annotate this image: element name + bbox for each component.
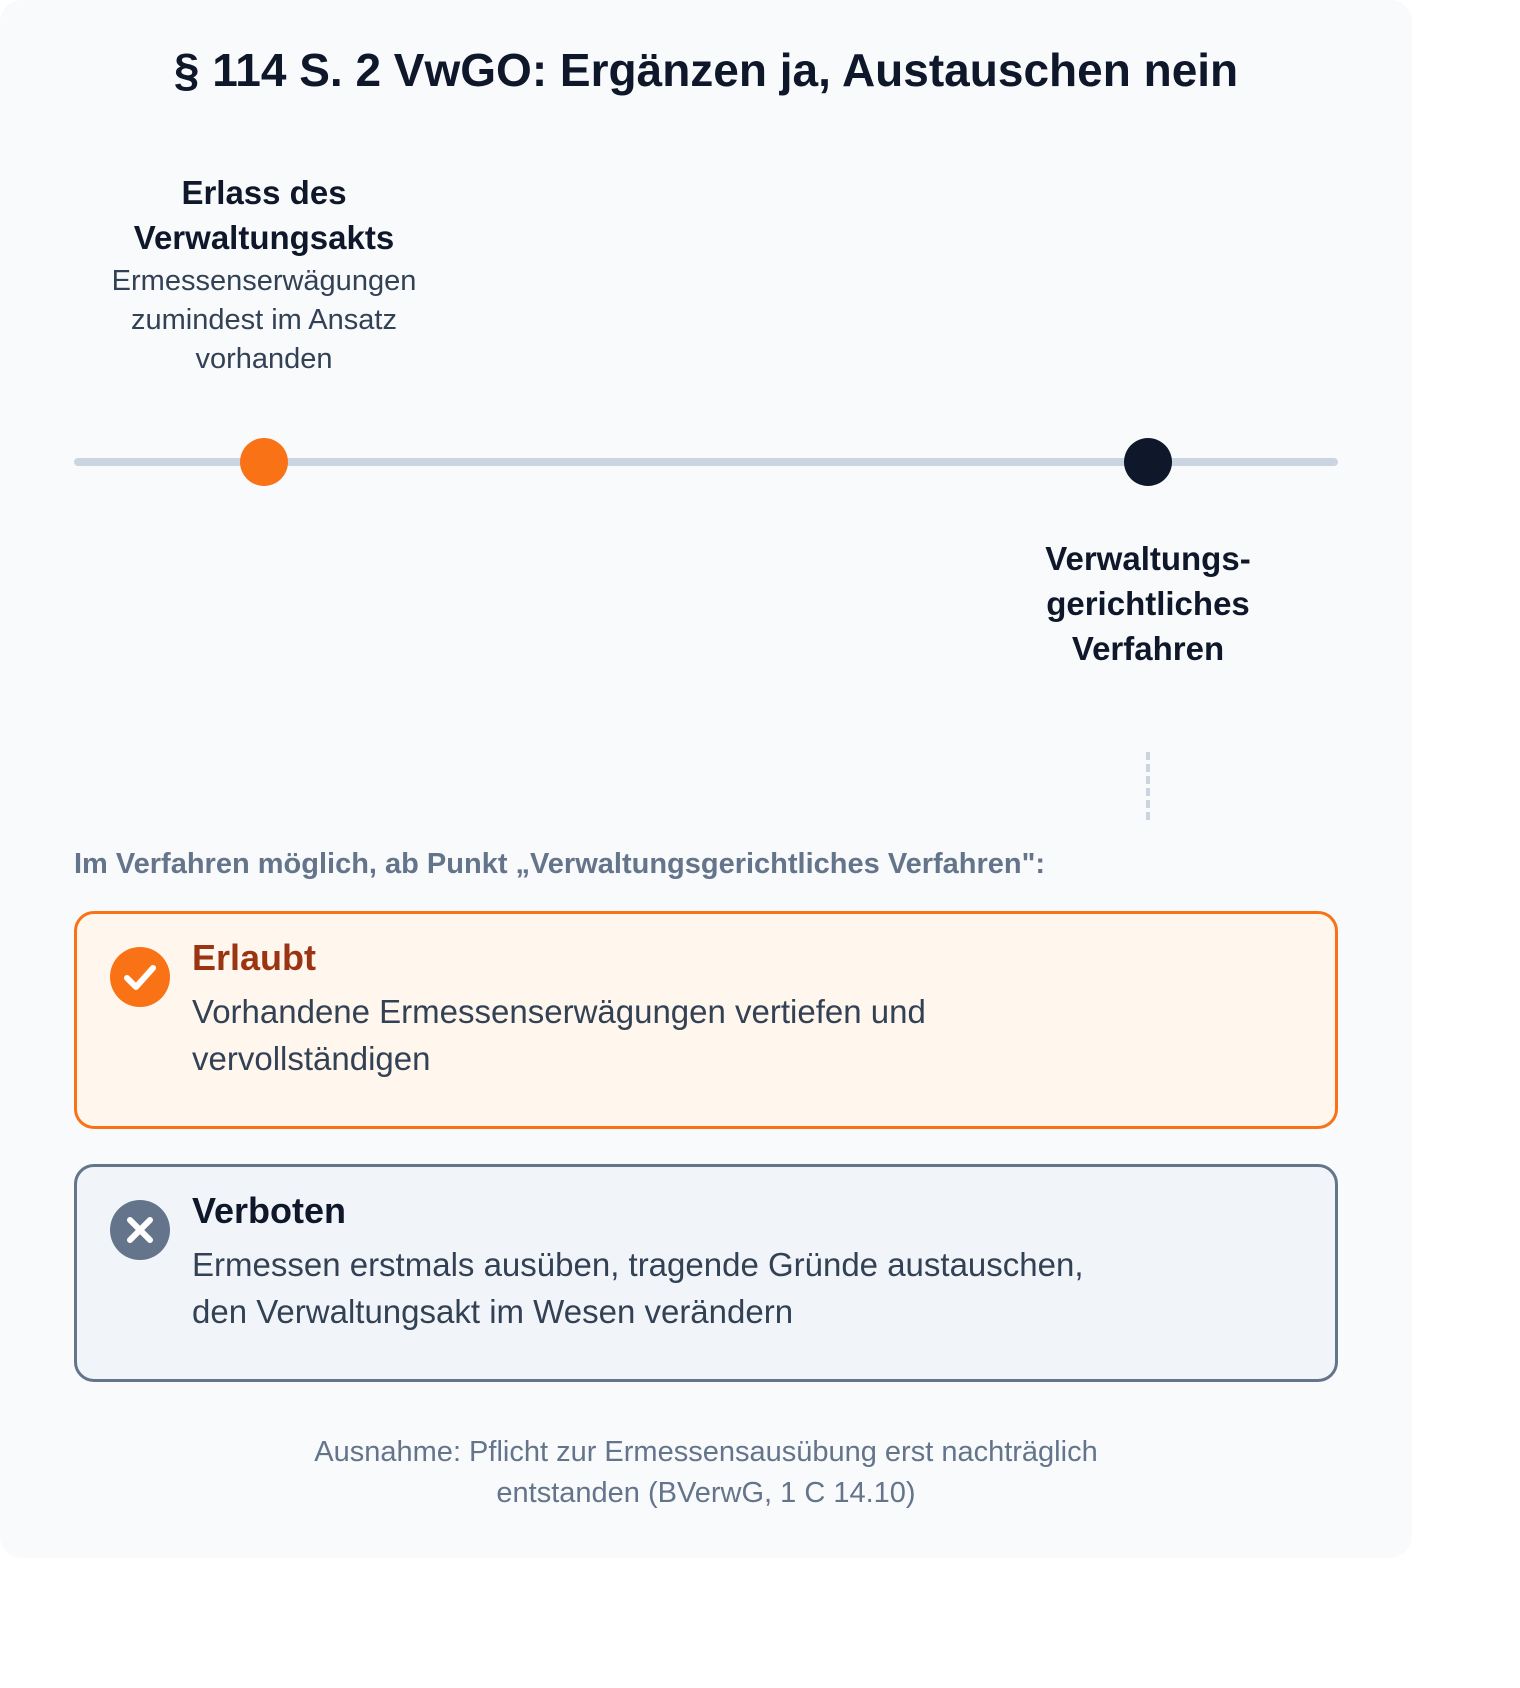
allowed-title: Erlaubt: [192, 937, 317, 978]
section-label: Im Verfahren möglich, ab Punkt „Verwaltungsgerichtliches Verfahren":: [74, 848, 1046, 880]
x-circle-icon: [110, 1200, 170, 1260]
timeline-dot-court-proceedings: [1124, 438, 1172, 486]
footnote-text: Ausnahme: Pflicht zur Ermessensausübung erst nachträglich entstanden (BVerwG, 1 C 14.10): [314, 1436, 1098, 1509]
forbidden-text: Ermessen erstmals ausüben, tragende Gründe austauschen, den Verwaltungsakt im Wesen verändern: [192, 1246, 1084, 1330]
timeline-dot-issuance: [240, 438, 288, 486]
timeline-event-issuance: [74, 170, 454, 379]
allowed-box: [74, 911, 1338, 1129]
page-title: § 114 S. 2 VwGO: Ergänzen ja, Austauschen nein: [173, 44, 1239, 96]
forbidden-title: Verboten: [192, 1190, 347, 1231]
event-court-proceedings-title: [988, 536, 1308, 671]
dashed-connector: [1146, 752, 1150, 820]
footnote: [0, 1432, 1412, 1514]
forbidden-box: [74, 1164, 1338, 1382]
check-circle-icon: [110, 947, 170, 1007]
event-issuance-subtitle: Ermessenserwägungen zumindest im Ansatz vorhanden: [111, 265, 417, 375]
event-court-proceedings-label: Verwaltungs-gerichtliches Verfahren: [1045, 540, 1251, 667]
allowed-text: Vorhandene Ermessenserwägungen vertiefen und vervollständigen: [192, 993, 926, 1077]
event-issuance-title: Erlass des Verwaltungsakts: [133, 174, 395, 256]
